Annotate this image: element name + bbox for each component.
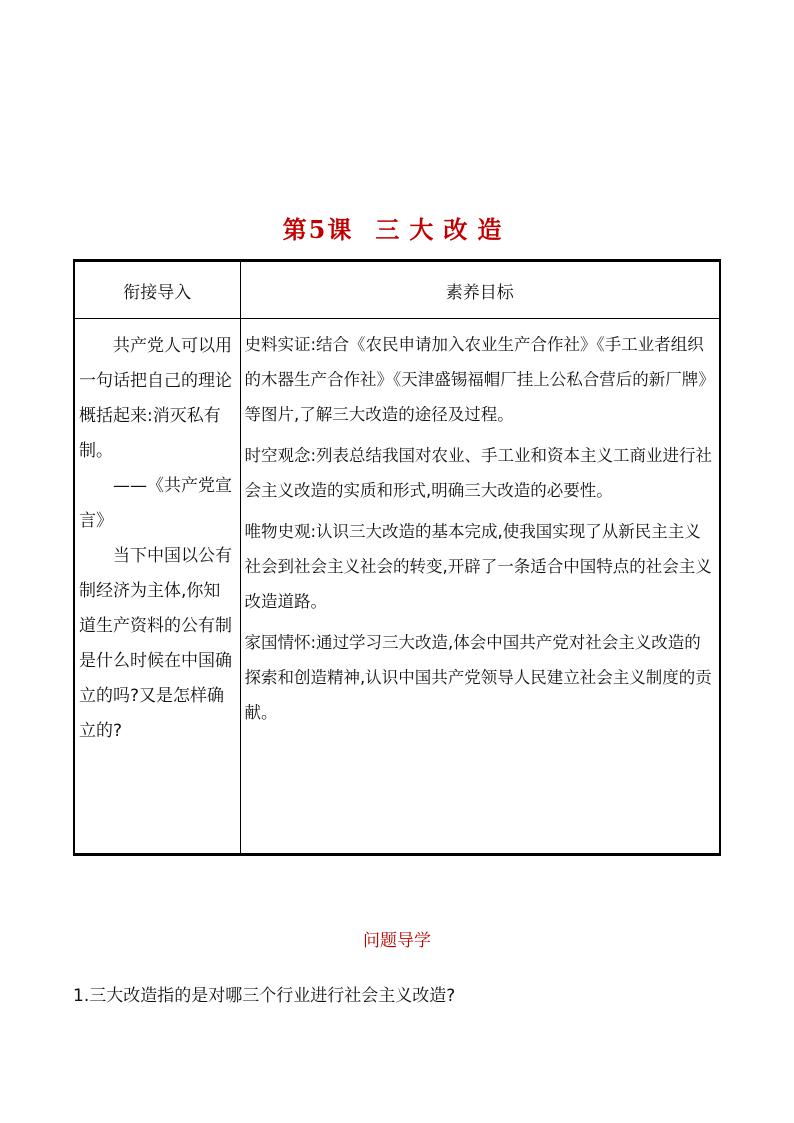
- lesson-info-table: [73, 259, 721, 856]
- lesson-number: 第5课: [282, 215, 354, 244]
- objective-spatiotemporal: 时空观念:列表总结我国对农业、手工业和资本主义工商业进行社会主义改造的实质和形式,明确三大改造的必要性。: [244, 446, 713, 500]
- objective-materialism: 唯物史观:认识三大改造的基本完成,使我国实现了从新民主主义社会到社会主义社会的转变,开辟了一条适合中国特点的社会主义改造道路。: [244, 522, 712, 611]
- intro-source: ——《共产党宣言》: [79, 476, 232, 531]
- intro-quote: 共产党人可以用一句话把自己的理论概括起来:消灭私有制。: [79, 336, 232, 461]
- objectives-cell: [240, 319, 720, 855]
- header-objectives: 素养目标: [240, 261, 720, 319]
- objective-historical-evidence: 史料实证:结合《农民申请加入农业生产合作社》《手工业者组织的木器生产合作社》《天津盛锡福帽厂挂上公私合营后的新厂牌》等图片,了解三大改造的途径及过程。: [244, 335, 715, 424]
- introduction-cell: [74, 319, 240, 855]
- table-header-row: [74, 261, 720, 319]
- header-introduction: 衔接导入: [74, 261, 240, 319]
- section-title: 问题导学: [363, 931, 431, 951]
- lesson-name: 三大改造: [375, 215, 512, 244]
- objective-patriotism: 家国情怀:通过学习三大改造,体会中国共产党对社会主义改造的探索和创造精神,认识中国共产党领导人民建立社会主义制度的贡献。: [244, 633, 712, 722]
- lesson-title: [0, 210, 794, 245]
- table-body-row: [74, 319, 720, 855]
- intro-question: 当下中国以公有制经济为主体,你知道生产资料的公有制是什么时候在中国确立的吗?又是怎样确立的?: [79, 546, 232, 741]
- question-item: 1.三大改造指的是对哪三个行业进行社会主义改造?: [73, 986, 456, 1006]
